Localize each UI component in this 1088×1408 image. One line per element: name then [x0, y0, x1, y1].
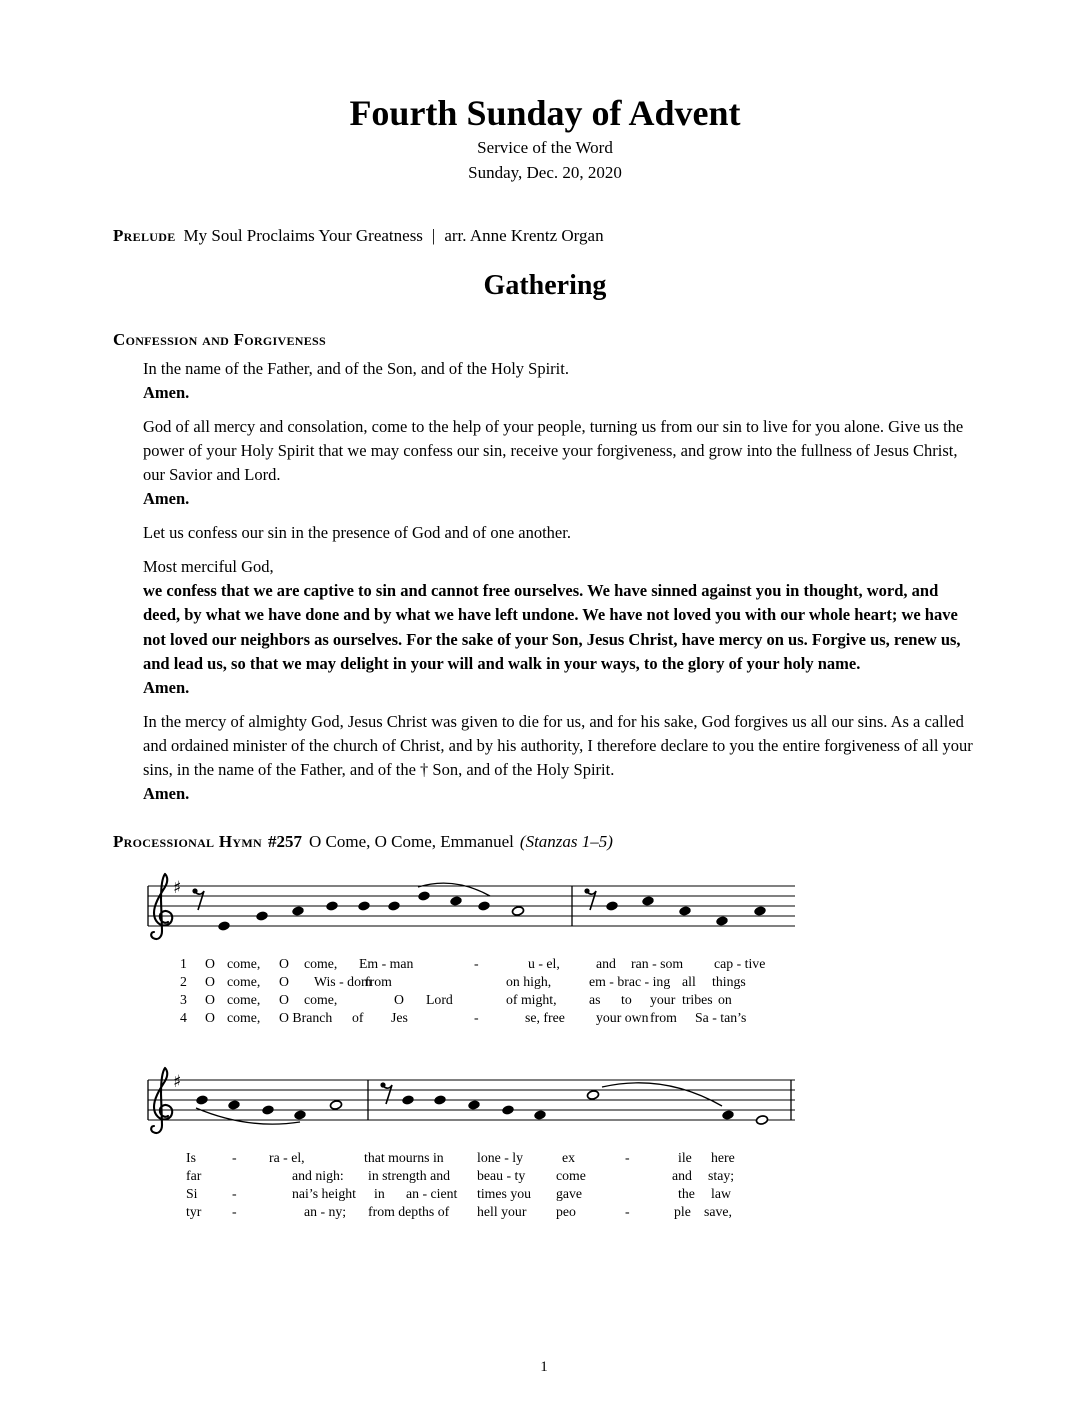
lyric-word: - — [625, 1150, 630, 1166]
hymn-stanza-note: (Stanzas 1–5) — [519, 832, 613, 852]
hymn-music-system-1 — [140, 866, 800, 954]
confession-paragraph — [143, 710, 977, 806]
lyric-word: from — [365, 973, 392, 989]
lyric-word: - — [474, 956, 479, 972]
note-head — [678, 906, 691, 917]
note-head — [255, 911, 268, 922]
note-head — [753, 906, 766, 917]
lyric-word: to — [621, 991, 632, 1007]
lyric-word: far — [186, 1167, 202, 1183]
lyric-word: ile — [678, 1150, 692, 1166]
prelude-separator: | — [431, 225, 436, 245]
service-subtitle: Service of the Word — [477, 137, 613, 157]
prelude-label: Prelude — [113, 225, 176, 245]
confession-paragraph — [143, 357, 977, 405]
note-head — [477, 901, 490, 912]
lyric-word: of — [352, 1009, 364, 1025]
lyric-word: - — [625, 1203, 630, 1219]
confession-paragraph — [143, 415, 977, 511]
note-head — [195, 1095, 208, 1106]
liturgy-text: Let us confess our sin in the presence of God and of one another. — [143, 523, 571, 543]
congregation-response: Amen. — [143, 489, 190, 509]
lyric-word: - — [232, 1150, 237, 1166]
note-head — [433, 1095, 446, 1106]
half-note-head — [330, 1100, 343, 1110]
lyric-word: em - brac - ing — [589, 973, 671, 989]
note-head — [217, 921, 230, 932]
lyric-word: as — [589, 991, 601, 1007]
sharp-icon: ♯ — [173, 1072, 182, 1093]
congregation-response: we confess that we are captive to sin and cannot free ourselves. We have sinned against you in thought, word, and deed, by what we have done and by what we have left undone. We have not loved you with our whole heart; we have not loved our neighbors as ourselves. For the sake of your Son, Jesus Christ, have mercy on us. Forgive us, renew us, and lead us, so that we may delight in your will and walk in your ways, to the glory of your holy name. — [143, 581, 961, 673]
page-number: 1 — [540, 1359, 548, 1375]
note-head — [533, 1110, 546, 1121]
note-head — [721, 1110, 734, 1121]
liturgy-text: In the mercy of almighty God, Jesus Christ was given to die for us, and for his sake, God forgives us all our sins. As a called and ordained minister of the church of Christ, and by his authority, I therefore declare to you the entire forgiveness of all your sins, in the name of the Father, and of the † Son, and of the Holy Spirit. — [143, 711, 973, 779]
half-note-head — [512, 906, 525, 916]
lyric-word: Jes — [391, 1009, 408, 1025]
staff-lines — [148, 886, 795, 926]
lyric-word: things — [712, 973, 746, 989]
lyric-word: all — [682, 973, 696, 989]
note-head — [325, 901, 338, 912]
lyric-word: cap - tive — [714, 956, 766, 972]
sharp-icon: ♯ — [173, 878, 182, 899]
page-title: Fourth Sunday of Advent — [349, 93, 741, 133]
lyric-word: - — [232, 1185, 237, 1201]
lyric-word: and nigh: — [292, 1167, 344, 1183]
lyric-word: in — [374, 1185, 385, 1201]
lyric-word: times you — [477, 1185, 532, 1201]
liturgy-text: Most merciful God, — [143, 557, 274, 577]
lyric-word: O — [205, 973, 215, 989]
lyric-word: come, — [227, 1009, 261, 1025]
lyric-word: come, — [304, 991, 338, 1007]
note-head — [401, 1095, 414, 1106]
lyric-word: ex — [562, 1150, 576, 1166]
prelude-credit: arr. Anne Krentz Organ — [444, 225, 604, 245]
note-head — [641, 896, 654, 907]
lyric-word: Sa - tan’s — [695, 1009, 747, 1025]
note-head — [715, 916, 728, 927]
lyric-word: on high, — [506, 973, 552, 989]
hymn-label: Processional Hymn — [113, 832, 262, 852]
hymn-lyrics-1 — [140, 956, 977, 1030]
lyric-word: ple — [674, 1203, 691, 1219]
note-head — [449, 896, 462, 907]
note-head — [417, 891, 430, 902]
half-note-head — [756, 1115, 769, 1125]
lyric-word: your — [650, 991, 676, 1007]
note-head — [467, 1100, 480, 1111]
lyric-word: and — [596, 956, 616, 972]
lyric-word: lone - ly — [477, 1150, 523, 1166]
lyric-word: Wis - dom — [314, 973, 372, 989]
lyric-word: beau - ty — [477, 1167, 526, 1183]
confession-heading: Confession and Forgiveness — [113, 329, 327, 349]
slur — [602, 1083, 722, 1106]
lyric-word: in strength and — [368, 1167, 450, 1183]
lyric-word: tyr — [186, 1203, 202, 1219]
liturgy-text: In the name of the Father, and of the Son, and of the Holy Spirit. — [143, 358, 569, 378]
lyric-word: - — [474, 1009, 479, 1025]
lyric-word: the — [678, 1185, 695, 1201]
lyric-word: come, — [304, 956, 338, 972]
lyric-word: Lord — [426, 991, 453, 1007]
lyric-word: that mourns in — [364, 1150, 444, 1166]
prelude-line — [113, 226, 977, 246]
lyric-word: from depths of — [368, 1203, 450, 1219]
confession-paragraph — [143, 521, 977, 545]
hymn-line — [113, 832, 977, 852]
stanza-number: 4 — [180, 1009, 187, 1025]
lyric-word: here — [711, 1150, 735, 1166]
lyric-word: se, free — [525, 1009, 565, 1025]
lyric-word: O — [205, 1009, 215, 1025]
note-head — [357, 901, 370, 912]
lyric-word: peo — [556, 1203, 576, 1219]
lyric-word: an - ny; — [304, 1203, 347, 1219]
lyric-word: come — [556, 1167, 586, 1183]
hymn-number: #257 — [267, 832, 302, 852]
congregation-response: Amen. — [143, 677, 190, 697]
congregation-response: Amen. — [143, 784, 190, 804]
lyric-word: O — [279, 956, 289, 972]
stanza-number: 2 — [180, 973, 187, 989]
lyric-word: come, — [227, 973, 261, 989]
lyric-word: an - cient — [406, 1185, 458, 1201]
hymn-music-system-2 — [140, 1060, 800, 1148]
stanza-number: 3 — [180, 991, 187, 1007]
lyric-word: nai’s height — [292, 1185, 356, 1201]
lyric-word: on — [718, 991, 732, 1007]
hymn-lyrics-2 — [140, 1150, 977, 1224]
prelude-piece: My Soul Proclaims Your Greatness — [183, 225, 423, 245]
half-note-head — [587, 1090, 600, 1100]
note-head — [227, 1100, 240, 1111]
confession-paragraphs — [113, 357, 977, 806]
lyric-word: ran - som — [631, 956, 684, 972]
lyric-word: tribes — [682, 991, 713, 1007]
lyric-word: O Branch — [279, 1009, 333, 1025]
lyric-word: u - el, — [528, 956, 560, 972]
note-head — [605, 901, 618, 912]
lyric-word: and — [672, 1167, 692, 1183]
congregation-response: Amen. — [143, 382, 190, 402]
lyric-word: from — [650, 1009, 677, 1025]
stanza-number: 1 — [180, 956, 187, 972]
lyric-word: come, — [227, 991, 261, 1007]
hymn-title: O Come, O Come, Emmanuel — [308, 832, 514, 852]
liturgy-text: God of all mercy and consolation, come to the help of your people, turning us from our sin to live for you alone. Give us the power of your Holy Spirit that we may confess our sin, receive your forgiveness, and grow into the fullness of Jesus Christ, our Savior and Lord. — [143, 416, 964, 485]
lyric-word: of might, — [506, 991, 557, 1007]
lyric-word: O — [279, 991, 289, 1007]
staff-lines — [148, 1080, 795, 1120]
service-date: Sunday, Dec. 20, 2020 — [468, 162, 622, 182]
note-head — [387, 901, 400, 912]
lyric-word: gave — [556, 1185, 583, 1201]
lyric-word: O — [279, 973, 289, 989]
lyric-word: save, — [704, 1203, 732, 1219]
lyric-word: Si — [186, 1185, 198, 1201]
lyric-word: O — [394, 991, 404, 1007]
lyric-word: stay; — [708, 1167, 735, 1183]
lyric-word: O — [205, 991, 215, 1007]
lyric-word: Is — [186, 1150, 196, 1166]
lyric-word: Em - man — [359, 956, 414, 972]
confession-paragraph — [143, 555, 977, 699]
lyric-word: your own — [596, 1009, 649, 1025]
note-head — [261, 1105, 274, 1116]
lyric-word: ra - el, — [269, 1150, 305, 1166]
gathering-heading: Gathering — [483, 269, 607, 301]
lyric-word: O — [205, 956, 215, 972]
lyric-word: come, — [227, 956, 261, 972]
note-head — [291, 906, 304, 917]
lyric-word: hell your — [477, 1203, 527, 1219]
lyric-word: law — [711, 1185, 731, 1201]
lyric-word: - — [232, 1203, 237, 1219]
note-head — [293, 1110, 306, 1121]
note-head — [501, 1105, 514, 1116]
